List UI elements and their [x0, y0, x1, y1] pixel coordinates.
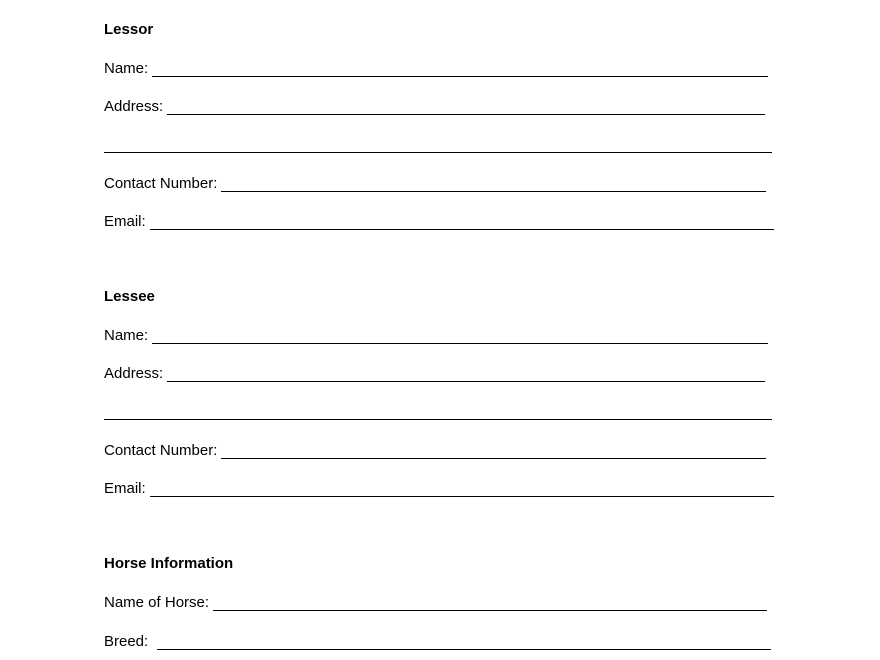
- lessor-address-label: Address:: [104, 98, 164, 115]
- lessor-name-row: [104, 59, 768, 77]
- horse-name-label: Name of Horse:: [104, 594, 210, 611]
- lessee-address-label: Address:: [104, 365, 164, 382]
- lessor-email-label: Email:: [104, 213, 146, 230]
- lessee-address-line2-row: [104, 402, 772, 420]
- horse-info-heading: Horse Information: [104, 555, 234, 572]
- lessee-contact-field[interactable]: [221, 444, 766, 459]
- lessor-address-field[interactable]: [167, 100, 765, 115]
- lessor-contact-label: Contact Number:: [104, 175, 218, 192]
- horse-breed-field[interactable]: [157, 635, 771, 650]
- lessor-email-row: [104, 212, 774, 230]
- lessee-name-row: [104, 326, 768, 344]
- horse-name-field[interactable]: [213, 596, 767, 611]
- lessor-name-field[interactable]: [152, 62, 768, 77]
- lessee-contact-row: [104, 441, 766, 459]
- lessee-address-field[interactable]: [167, 367, 765, 382]
- lessor-heading: Lessor: [104, 21, 154, 38]
- lessor-address-line2-row: [104, 135, 772, 153]
- lessee-email-field[interactable]: [150, 482, 774, 497]
- horse-breed-row: [104, 632, 771, 650]
- lessor-email-field[interactable]: [150, 215, 774, 230]
- lessor-name-label: Name:: [104, 60, 149, 77]
- lessee-contact-label: Contact Number:: [104, 442, 218, 459]
- lessor-contact-field[interactable]: [221, 177, 766, 192]
- lessee-heading: Lessee: [104, 288, 155, 305]
- lessee-name-field[interactable]: [152, 329, 768, 344]
- horse-name-row: [104, 593, 767, 611]
- lessee-name-label: Name:: [104, 327, 149, 344]
- horse-breed-label: Breed:: [104, 633, 149, 650]
- lessee-address-row: [104, 364, 765, 382]
- lessee-email-row: [104, 479, 774, 497]
- lessee-email-label: Email:: [104, 480, 146, 497]
- lessee-address-line2-field[interactable]: [104, 405, 772, 420]
- lessor-contact-row: [104, 174, 766, 192]
- lessor-address-row: [104, 97, 765, 115]
- lessor-address-line2-field[interactable]: [104, 138, 772, 153]
